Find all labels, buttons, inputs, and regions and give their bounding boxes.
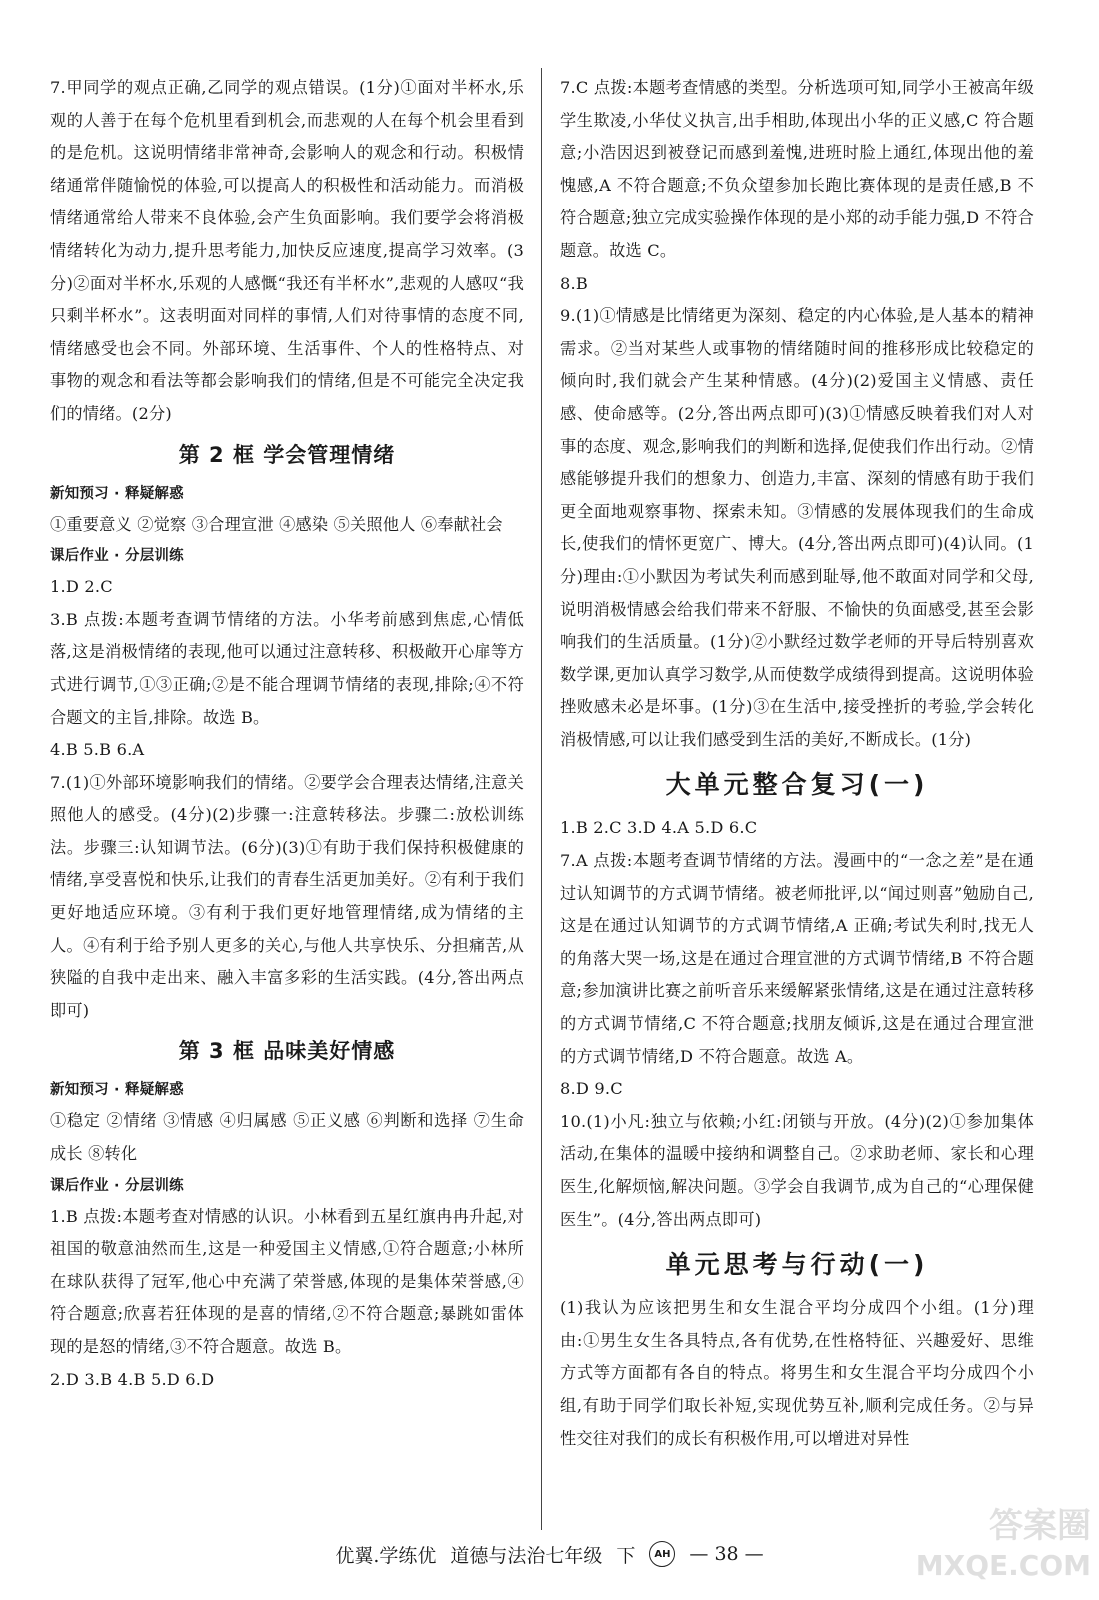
answer-9: 9.(1)①情感是比情绪更为深刻、稳定的内心体验,是人基本的精神需求。②当对某些人或事物的情绪随时间的推移形成比较稳定的倾向时,我们就会产生某种情感。(4分)(2)爱国主义情感、责任感、使命感等。(2分,答出两点即可)(3)①情感反映着我们对人对事的态度、观念,影响我们的判断和选择,促使我们作出行动。②情感能够提升我们的想象力、创造力,丰富、深刻的情感有助于我们更全面地观察事物、探索未知。③情感的发展体现我们的生命成长,使我们的情怀更宽广、博大。(4分,答出两点即可)(4)认同。(1分)理由:①小默因为考试失利而感到耻辱,他不敢面对同学和父母,说明消极情感会给我们带来不舒服、不愉快的负面感受,甚至会影响我们的生活质量。(1分)②小默经过数学老师的开导后特别喜欢数学课,更加认真学习数学,从而使数学成绩得到提高。这说明体验挫败感未必是坏事。(1分)③在生活中,接受挫折的考验,学会转化消极情感,可以让我们感受到生活的美好,不断成长。(1分): [560, 306, 1034, 749]
preview-answers: ①重要意义 ②觉察 ③合理宣泄 ④感染 ⑤关照他人 ⑥奉献社会: [50, 514, 503, 534]
answer-1-6: 1.B 2.C 3.D 4.A 5.D 6.C: [560, 818, 758, 838]
preview-answers: ①稳定 ②情绪 ③情感 ④归属感 ⑤正义感 ⑥判断和选择 ⑦生命成长 ⑧转化: [50, 1111, 524, 1164]
answer-3: 3.B 点拨:本题考查调节情绪的方法。小华考前感到焦虑,心情低落,这是消极情绪的表现,他可以通过注意转移、积极敞开心扉等方式进行调节,①③正确;②是不能合理调节情绪的表现,排除;④不符合题文的主旨,排除。故选 B。: [50, 609, 524, 727]
watermark-text-bottom: MXQE.COM: [915, 1549, 1091, 1582]
section-title-unit-review: 大单元整合复习(一): [665, 770, 929, 800]
think-answer: (1)我认为应该把男生和女生混合平均分成四个小组。(1分)理由:①男生女生各具特点,各有优势,在性格特征、兴趣爱好、思维方式等方面都有各自的特点。将男生和女生混合平均分成四个小组,有助于同学们取长补短,实现优势互补,顺利完成任务。②与异性交往对我们的成长有积极作用,可以增进对异性: [560, 1298, 1034, 1448]
section-title-unit-think: 单元思考与行动(一): [665, 1250, 929, 1280]
watermark-logo: [911, 1504, 1091, 1594]
answer-8-9: 8.D 9.C: [560, 1079, 623, 1099]
answer-8: 8.B: [560, 273, 588, 293]
answer-4-6: 4.B 5.B 6.A: [50, 740, 145, 760]
region-badge-icon: AH: [649, 1541, 675, 1567]
subhead-preview: 新知预习 · 释疑解惑: [50, 1082, 184, 1099]
subhead-preview: 新知预习 · 释疑解惑: [50, 485, 184, 502]
brand-name: 优翼.学练优: [335, 1544, 437, 1567]
subhead-homework: 课后作业 · 分层训练: [50, 1177, 184, 1194]
answer-7b: 7.(1)①外部环境影响我们的情绪。②要学会合理表达情绪,注意关照他人的感受。(4分)(2)步骤一:注意转移法。步骤二:放松训练法。步骤三:认知调节法。(6分)(3)①有助于我们保持积极健康的情绪,享受喜悦和快乐,让我们的青春生活更加美好。②有利于我们更好地适应环境。③有利于我们更好地管理情绪,成为情绪的主人。④有利于给予别人更多的关心,与他人共享快乐、分担痛苦,从狭隘的自我中走出来、融入丰富多彩的生活实践。(4分,答出两点即可): [50, 772, 524, 1020]
answer-1: 1.B 点拨:本题考查对情感的认识。小林看到五星红旗冉冉升起,对祖国的敬意油然而生,这是一种爱国主义情感,①符合题意;小林所在球队获得了冠军,他心中充满了荣誉感,体现的是集体荣誉感,④符合题意;欣喜若狂体现的是喜的情绪,②不符合题意;暴跳如雷体现的是怒的情绪,③不符合题意。故选 B。: [50, 1206, 524, 1356]
page-number: — 38 —: [689, 1543, 764, 1565]
column-divider: [541, 68, 542, 1530]
subject-name: 道德与法治七年级: [450, 1544, 603, 1567]
answer-7a: 7.A 点拨:本题考查调节情绪的方法。漫画中的“一念之差”是在通过认知调节的方式调节情绪。被老师批评,以“闻过则喜”勉励自己,这是在通过认知调节的方式调节情绪,A 正确;考试失利时,找无人的角落大哭一场,这是在通过合理宣泄的方式调节情绪,B 不符合题意;参加演讲比赛之前听音乐来缓解紧张情绪,这是在通过注意转移的方式调节情绪,C 不符合题意;找朋友倾诉,这是在通过合理宣泄的方式调节情绪,D 不符合题意。故选 A。: [560, 851, 1034, 1066]
right-column: [560, 72, 1034, 1455]
answer-2-6: 2.D 3.B 4.B 5.D 6.D: [50, 1369, 215, 1389]
answer-10: 10.(1)小凡:独立与依赖;小红:闭锁与开放。(4分)(2)①参加集体活动,在集体的温暖中接纳和调整自己。②求助老师、家长和心理医生,化解烦恼,解决问题。③学会自我调节,成为自己的“心理保健医生”。(4分,答出两点即可): [560, 1111, 1034, 1229]
left-column: [50, 72, 524, 1396]
answer-7: 7.甲同学的观点正确,乙同学的观点错误。(1分)①面对半杯水,乐观的人善于在每个危机里看到机会,而悲观的人在每个机会里看到的是危机。这说明情绪非常神奇,会影响人的观念和行动。积极情绪通常伴随愉悦的体验,可以提高人的积极性和活动能力。而消极情绪通常给人带来不良体验,会产生负面影响。我们要学会将消极情绪转化为动力,提升思考能力,加快反应速度,提高学习效率。(3分)②面对半杯水,乐观的人感慨“我还有半杯水”,悲观的人感叹“我只剩半杯水”。这表明面对同样的事情,人们对待事情的态度不同,情绪感受也会不同。外部环境、生活事件、个人的性格特点、对事物的观念和看法等都会影响我们的情绪,但是不可能完全决定我们的情绪。(2分): [50, 78, 524, 423]
subhead-homework: 课后作业 · 分层训练: [50, 548, 184, 565]
section-title-frame-3: 第 3 框 品味美好情感: [178, 1039, 396, 1064]
answer-7c: 7.C 点拨:本题考查情感的类型。分析选项可知,同学小王被高年级学生欺凌,小华仗义执言,出手相助,体现出小华的正义感,C 符合题意;小浩因迟到被登记而感到羞愧,进班时脸上通红,体现出他的羞愧感,A 不符合题意;不负众望参加长跑比赛体现的是责任感,B 不符合题意;独立完成实验操作体现的是小郑的动手能力强,D 不符合题意。故选 C。: [560, 78, 1034, 260]
section-title-frame-2: 第 2 框 学会管理情绪: [178, 442, 396, 467]
watermark-text-top: 答案圈: [989, 1506, 1091, 1546]
answer-1-2: 1.D 2.C: [50, 577, 113, 597]
volume-label: 下: [616, 1544, 636, 1567]
